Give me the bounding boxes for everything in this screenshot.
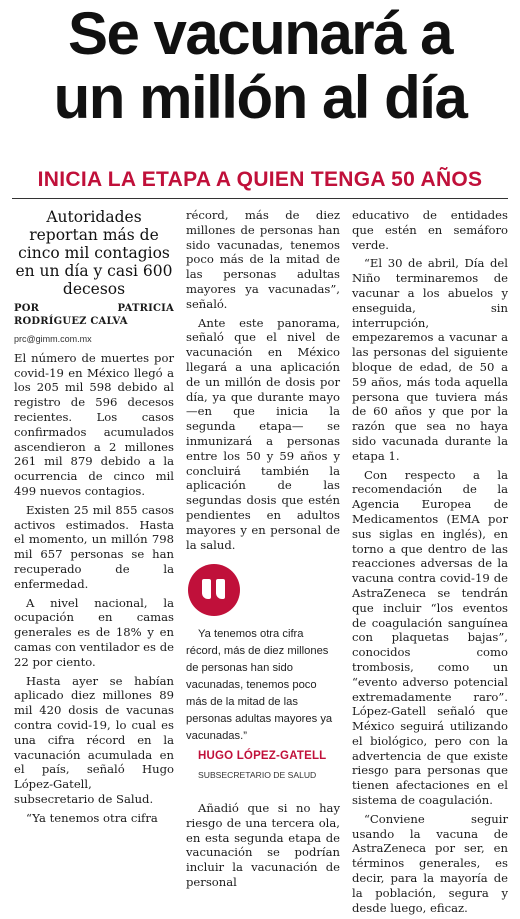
subheadline-rule (12, 198, 508, 199)
paragraph: Hasta ayer se habían aplicado diez millones 89 mil 420 dosis de vacunas contra covid-19, lo cual es una cifra récord en la vacunación acumulada en el país, señaló Hugo López-Gatell, subsecretario de Salud. (14, 673, 174, 806)
column-3 (352, 208, 508, 919)
paragraph: Existen 25 mil 855 casos activos estimados. Hasta el momento, un millón 798 mil 657 personas se han recuperado de la enfermedad. (14, 502, 174, 591)
subheadline: INICIA LA ETAPA A QUIEN TENGA 50 AÑOS (37, 168, 483, 191)
pull-quote-title: SUBSECRETARIO DE SALUD (198, 770, 317, 781)
column-2 (186, 208, 340, 894)
headline-line-1: Se vacunará a (67, 0, 453, 67)
article-summary: Autoridades reportan más de cinco mil contagios en un día y casi 600 decesos (15, 208, 173, 298)
pull-quote-name: HUGO LÓPEZ-GATELL (198, 750, 327, 763)
paragraph: Añadió que si no hay riesgo de una tercera ola, en esta segunda etapa de vacunación se podrían incluir la vacunación de personal (186, 800, 340, 889)
paragraph: educativo de entidades que estén en semáforo verde. (352, 208, 508, 252)
paragraph: récord, más de diez millones de personas han sido vacunadas, tenemos poco más de la mitad de las personas adultas mayores ya vacunadas”, señaló. (186, 208, 340, 311)
pull-quote-text: Ya tenemos otra cifra récord, más de diez millones de personas han sido vacunadas, tenemos poco más de la mitad de las personas adultas mayores ya vacunadas.” (186, 628, 333, 743)
paragraph: “Ya tenemos otra cifra (26, 810, 158, 825)
paragraph: “Conviene seguir usando la vacuna de AstraZeneca por ser, en términos generales, es decir, para la mayoría de la población, segura y desde luego, eficaz. (352, 811, 508, 915)
paragraph: El número de muertes por covid-19 en México llegó a los 205 mil 598 debido al registro de 596 decesos recientes. Los casos confirmados acumulados ascendieron a 2 millones 261 mil 879 debido a la ocurrencia de cinco mil 499 nuevos contagios. (14, 350, 174, 498)
pull-quote (186, 564, 340, 783)
byline: POR PATRICIA RODRÍGUEZ CALVA (14, 303, 174, 327)
headline-line-2: un millón al día (53, 64, 467, 131)
paragraph: Ante este panorama, señaló que el nivel de vacunación en México llegará a una aplicación de un millón de dosis por día, ya que durante mayo —en que inicia la segunda etapa— se inmunizará a personas entre los 50 y 59 años y concluirá también la aplicación de las segundas dosis que estén pendientes en adultos mayores y en personal de la salud. (186, 315, 340, 552)
quote-icon (188, 564, 240, 616)
paragraph: “El 30 de abril, Día del Niño terminaremos de vacunar a los abuelos y enseguida, sin interrupción, empezaremos a vacunar a las personas del siguiente bloque de edad, de 50 a 59 años, más toda aquella persona que tuviera más de 60 años y que por la razón que sea no haya sido vacunada durante la etapa 1. (352, 256, 508, 463)
author-email[interactable]: prc@gimm.com.mx (14, 334, 92, 344)
paragraph: A nivel nacional, la ocupación en camas generales es de 18% y en camas con ventilador es de 22 por ciento. (14, 595, 174, 669)
column-1 (14, 208, 174, 830)
paragraph: Con respecto a la recomendación de la Agencia Europea de Medicamentos (EMA por sus siglas en inglés), en torno a que dentro de las reacciones adversas de la vacuna contra covid-19 de AstraZeneca se tendrán que incluir “los eventos de coagulación sanguínea con plaquetas bajas”, conocidos como trombosis, como un “evento adverso potencial extremadamente raro”. López-Gatell señaló que México seguirá utilizando el biológico, pero con la advertencia de que existe riesgo para personas que tienen afectaciones en el sistema de coagulación. (352, 467, 508, 808)
headline (0, 0, 520, 131)
